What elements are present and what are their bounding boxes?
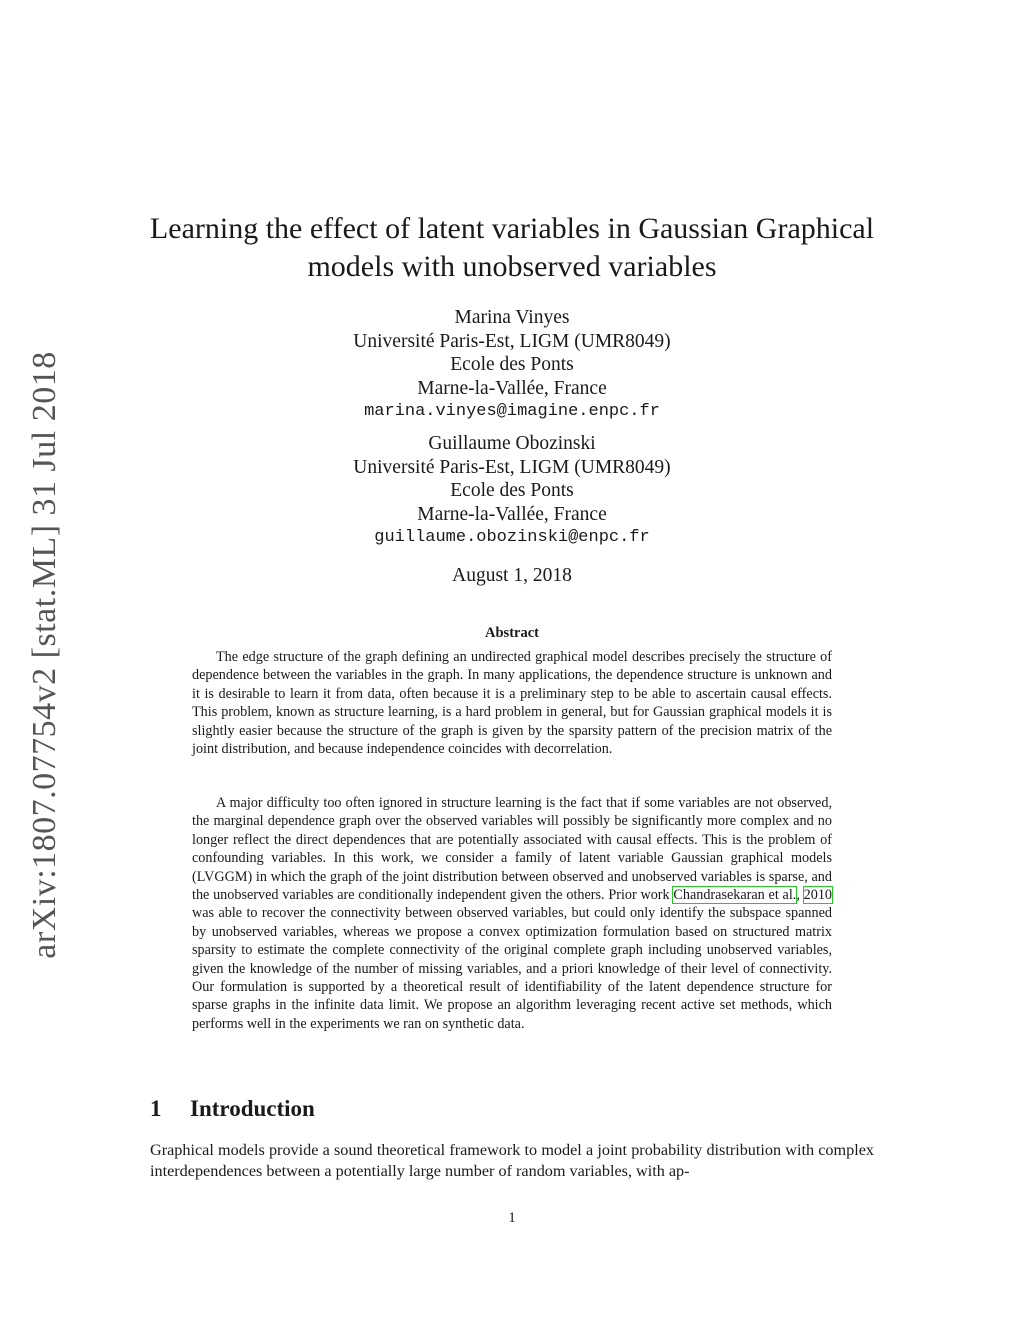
- author-school: Ecole des Ponts: [450, 354, 574, 375]
- author-location: Marne-la-Vallée, France: [417, 377, 607, 399]
- citation-link-author[interactable]: Chandrasekaran et al.: [673, 887, 797, 904]
- abstract-text: was able to recover the connectivity between observed variables, but could only identify the subspace spanned by unobserved variables, whereas we propose a convex optimization formulation based on structured matrix sparsity to estimate the complete connectivity of the original complete graph including unobserved variables, given the knowledge of the number of missing variables, and a priori knowledge of their level of connectivity. Our formulation is supported by a theoretical result of identifiability of the latent dependence structure for sparse graphs in the infinite data limit. We propose an algorithm leveraging recent active set methods, which performs well in the experiments we ran on synthetic data.: [192, 905, 832, 1032]
- author-name: Marina Vinyes: [454, 307, 570, 328]
- section-heading: [150, 1096, 315, 1122]
- author-block-1: [262, 306, 762, 424]
- title-line-2: models with unobserved variables: [307, 250, 717, 283]
- author-name: Guillaume Obozinski: [428, 433, 596, 454]
- abstract-heading: Abstract: [485, 625, 539, 641]
- author-location: Marne-la-Vallée, France: [417, 503, 607, 525]
- arxiv-identifier: arXiv:1807.07754v2 [stat.ML] 31 Jul 2018: [26, 351, 63, 959]
- author-affiliation: Université Paris-Est, LIGM (UMR8049): [353, 330, 671, 352]
- title-line-1: Learning the effect of latent variables in Gaussian Graphical: [149, 212, 875, 245]
- introduction-paragraph: Graphical models provide a sound theoretical framework to model a joint probability distribution with complex interdependences between a potentially large number of random variables, with ap-: [150, 1141, 874, 1180]
- abstract-text: A major difficulty too often ignored in structure learning is the fact that if some variables are not observed, the marginal dependence graph over the observed variables will possibly be significantly more complex and no longer reflect the direct dependences that are potentially associated with causal effects. This is the problem of confounding variables. In this work, we consider a family of latent variable Gaussian graphical models (LVGGM) in which the graph of the joint distribution between observed and unobserved variables is sparse, and the unobserved variables are conditionally independent given the others. Prior work: [192, 795, 832, 904]
- author-school: Ecole des Ponts: [450, 480, 574, 501]
- paper-title: [112, 210, 912, 286]
- author-affiliation: Université Paris-Est, LIGM (UMR8049): [353, 456, 671, 478]
- author-email[interactable]: marina.vinyes@imagine.enpc.fr: [364, 402, 660, 421]
- author-block-2: [262, 432, 762, 550]
- author-email[interactable]: guillaume.obozinski@enpc.fr: [374, 528, 650, 547]
- citation-link-year[interactable]: 2010: [803, 887, 833, 904]
- arxiv-sidebar-stamp: [20, 351, 70, 959]
- section-title: Introduction: [190, 1096, 315, 1121]
- section-number: 1: [150, 1096, 162, 1121]
- abstract-paragraph-2: [192, 794, 832, 1033]
- abstract-paragraph-1: The edge structure of the graph defining an undirected graphical model describes precisely the structure of dependence between the variables in the graph. In many applications, the dependence structure is unknown and it is desirable to learn it from data, often because it is a preliminary step to be able to ascertain causal effects. This problem, known as structure learning, is a hard problem in general, but for Gaussian graphical models it is slightly easier because the structure of the graph is given by the sparsity pattern of the precision matrix of the joint distribution, and because independence coincides with decorrelation.: [192, 649, 832, 758]
- publication-date: August 1, 2018: [452, 565, 572, 586]
- page-number: 1: [508, 1210, 516, 1226]
- citation-separator: ,: [796, 887, 804, 904]
